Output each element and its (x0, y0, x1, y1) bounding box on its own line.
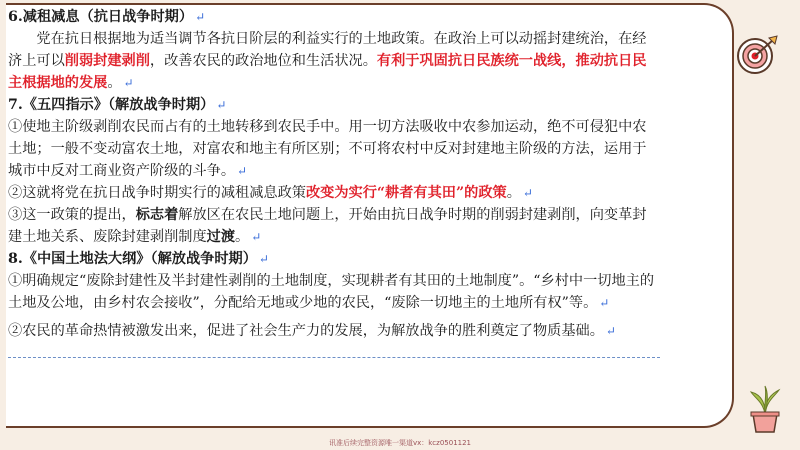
target-arrow-icon (735, 34, 779, 82)
highlight-red: 削弱封建剥削 (64, 53, 150, 69)
footer-note: 讯准后续完整资源唯一渠道vx：kcz0501121 (328, 439, 472, 447)
section-8-title: 8.《中国土地法大纲》（解放战争时期） ↵ (8, 251, 269, 267)
section-7-point-2: ②这就将党在抗日战争时期实行的减租减息政策改变为实行“耕者有其田”的政策。 ↵ (8, 185, 533, 201)
section-7-point-1: ①使地主阶级剥削农民而占有的土地转移到农民手中。用一切方法吸收中农参加运动，绝不可侵犯中农土地；一般不变动富农土地，对富农和地主有所区别；不可将农村中反对封建地主阶级的方法，运用于城市中反对工商业资产阶级的斗争。 ↵ (8, 119, 647, 179)
section-6-body: 党在抗日根据地为适当调节各抗日阶层的利益实行的土地政策。在政治上可以动摇封建统治，在经济上可以削弱封建剥削，改善农民的政治地位和生活状况。有利于巩固抗日民族统一战线，推动抗日民主根据地的发展。 ↵ (8, 31, 647, 91)
paragraph-mark-icon: ↵ (251, 230, 262, 244)
paragraph-mark-icon: ↵ (237, 164, 248, 178)
paragraph-mark-icon: ↵ (216, 98, 227, 112)
section-6-title: 6.减租减息（抗日战争时期） ↵ (8, 9, 206, 25)
highlight-red: 有利于巩固抗日民族统一战线，推动抗日民主根据地的发展 (8, 53, 647, 91)
content-area (8, 6, 660, 342)
paragraph-mark-icon: ↵ (258, 252, 269, 266)
paragraph-mark-icon: ↵ (599, 296, 610, 310)
emphasis-bold: 过渡 (206, 229, 236, 245)
potted-plant-icon (745, 382, 785, 438)
paragraph-mark-icon: ↵ (605, 324, 616, 338)
section-7-title: 7.《五四指示》（解放战争时期） ↵ (8, 97, 227, 113)
paragraph-mark-icon: ↵ (123, 76, 134, 90)
paragraph-mark-icon: ↵ (195, 10, 206, 24)
section-7-point-3: ③这一政策的提出，标志着解放区在农民土地问题上，开始由抗日战争时期的削弱封建剥削，向变革封建土地关系、废除封建剥削制度过渡。 ↵ (8, 207, 647, 245)
section-8-point-2: ②农民的革命热情被激发出来，促进了社会生产力的发展，为解放战争的胜利奠定了物质基础。 ↵ (8, 323, 616, 339)
paragraph-mark-icon: ↵ (522, 186, 533, 200)
section-8-point-1: ①明确规定“废除封建性及半封建性剥削的土地制度，实现耕者有其田的土地制度”。“乡村中一切地主的土地及公地，由乡村农会接收”，分配给无地或少地的农民，“废除一切地主的土地所有权”等。 ↵ (8, 273, 655, 311)
dashed-divider (8, 357, 660, 358)
highlight-red: 改变为实行“耕者有其田”的政策 (305, 185, 507, 201)
emphasis-bold: 标志着 (135, 207, 179, 223)
